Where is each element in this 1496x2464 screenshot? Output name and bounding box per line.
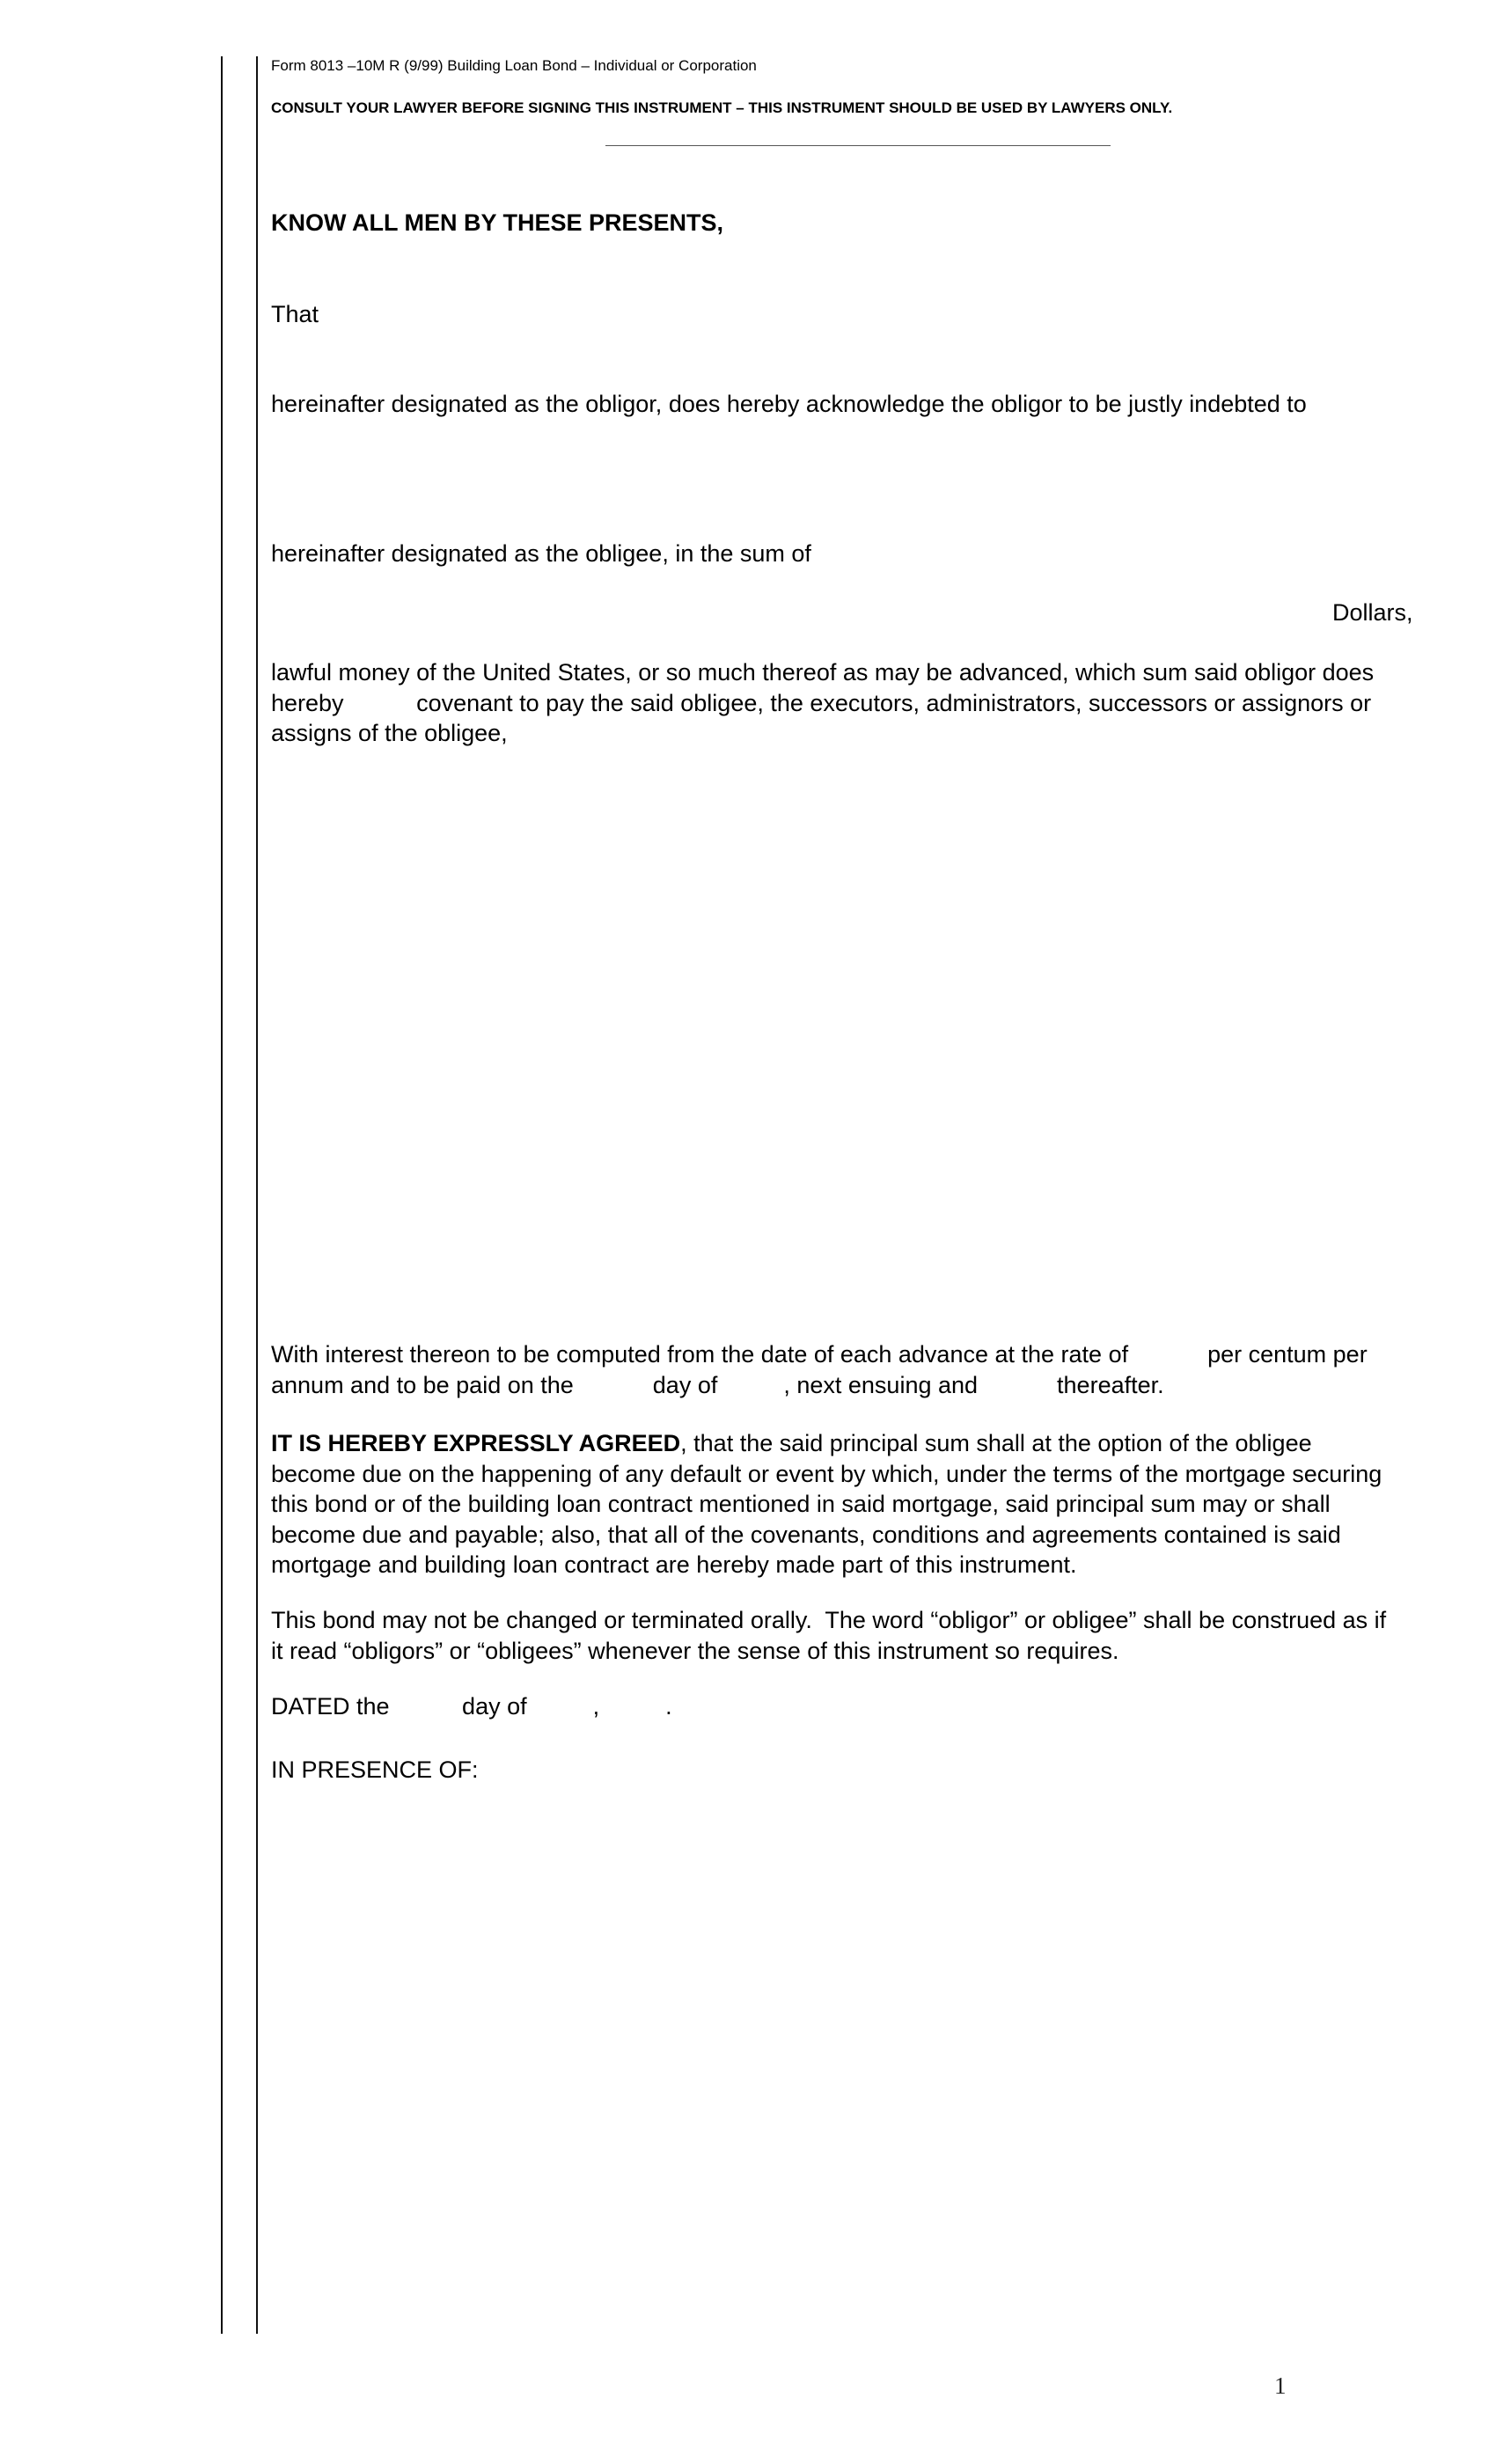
dollars-label: Dollars, — [1332, 599, 1413, 626]
expressly-agreed-paragraph — [271, 1428, 1450, 1580]
interest-paragraph — [271, 1339, 1450, 1400]
dated-line: DATED the day of , . — [271, 1693, 672, 1720]
lawful-money-line-3: assigns of the obligee, — [271, 720, 508, 746]
expressly-agreed-line-2: become due on the happening of any default or event by which, under the terms of the mortgage securing — [271, 1460, 1382, 1487]
form-identifier: Form 8013 –10M R (9/99) Building Loan Bond – Individual or Corporation — [271, 57, 757, 74]
bond-change-line-1: This bond may not be changed or terminated orally. The word “obligor” or obligee” shall be construed as if — [271, 1607, 1387, 1633]
obligor-clause: hereinafter designated as the obligor, does hereby acknowledge the obligor to be justly indebted to — [271, 391, 1307, 417]
sum-amount-field[interactable] — [271, 598, 1318, 624]
expressly-agreed-line-4: become due and payable; also, that all of the covenants, conditions and agreements contained is said — [271, 1521, 1341, 1548]
interest-line-1: With interest thereon to be computed from the date of each advance at the rate of per centum per — [271, 1341, 1368, 1368]
obligee-clause: hereinafter designated as the obligee, in the sum of — [271, 540, 811, 567]
bond-change-paragraph — [271, 1605, 1450, 1666]
lawful-money-line-2: hereby covenant to pay the said obligee, the executors, administrators, successors or assignors or — [271, 689, 1372, 716]
expressly-agreed-line-1: , that the said principal sum shall at the option of the obligee — [680, 1430, 1312, 1456]
interest-line-2: annum and to be paid on the day of , next ensuing and thereafter. — [271, 1371, 1164, 1398]
consult-lawyer-notice: CONSULT YOUR LAWYER BEFORE SIGNING THIS INSTRUMENT – THIS INSTRUMENT SHOULD BE USED BY LAWYERS ONLY. — [271, 99, 1173, 116]
obligor-name-field[interactable] — [271, 334, 1450, 361]
header-divider — [605, 145, 1111, 146]
lawful-money-line-1: lawful money of the United States, or so much thereof as may be advanced, which sum said obligor does — [271, 659, 1375, 686]
in-presence-of-label: IN PRESENCE OF: — [271, 1756, 479, 1783]
page-number: 1 — [1274, 2372, 1287, 2399]
expressly-agreed-line-5: mortgage and building loan contract are hereby made part of this instrument. — [271, 1551, 1077, 1578]
that-label: That — [271, 301, 319, 327]
expressly-agreed-line-3: this bond or of the building loan contract mentioned in said mortgage, said principal sum may or shall — [271, 1491, 1331, 1517]
bond-change-line-2: it read “obligors” or “obligees” whenever the sense of this instrument so requires. — [271, 1637, 1119, 1664]
obligee-name-field[interactable] — [271, 440, 1450, 528]
signature-area[interactable] — [271, 1795, 1450, 2288]
payment-terms-field[interactable] — [271, 757, 1450, 1320]
expressly-agreed-heading: IT IS HEREBY EXPRESSLY AGREED — [271, 1430, 681, 1456]
lawful-money-paragraph — [271, 657, 1450, 749]
left-margin-rule-inner — [256, 56, 258, 2334]
left-margin-rule-outer — [221, 56, 223, 2334]
know-all-men-heading: KNOW ALL MEN BY THESE PRESENTS, — [271, 209, 724, 236]
